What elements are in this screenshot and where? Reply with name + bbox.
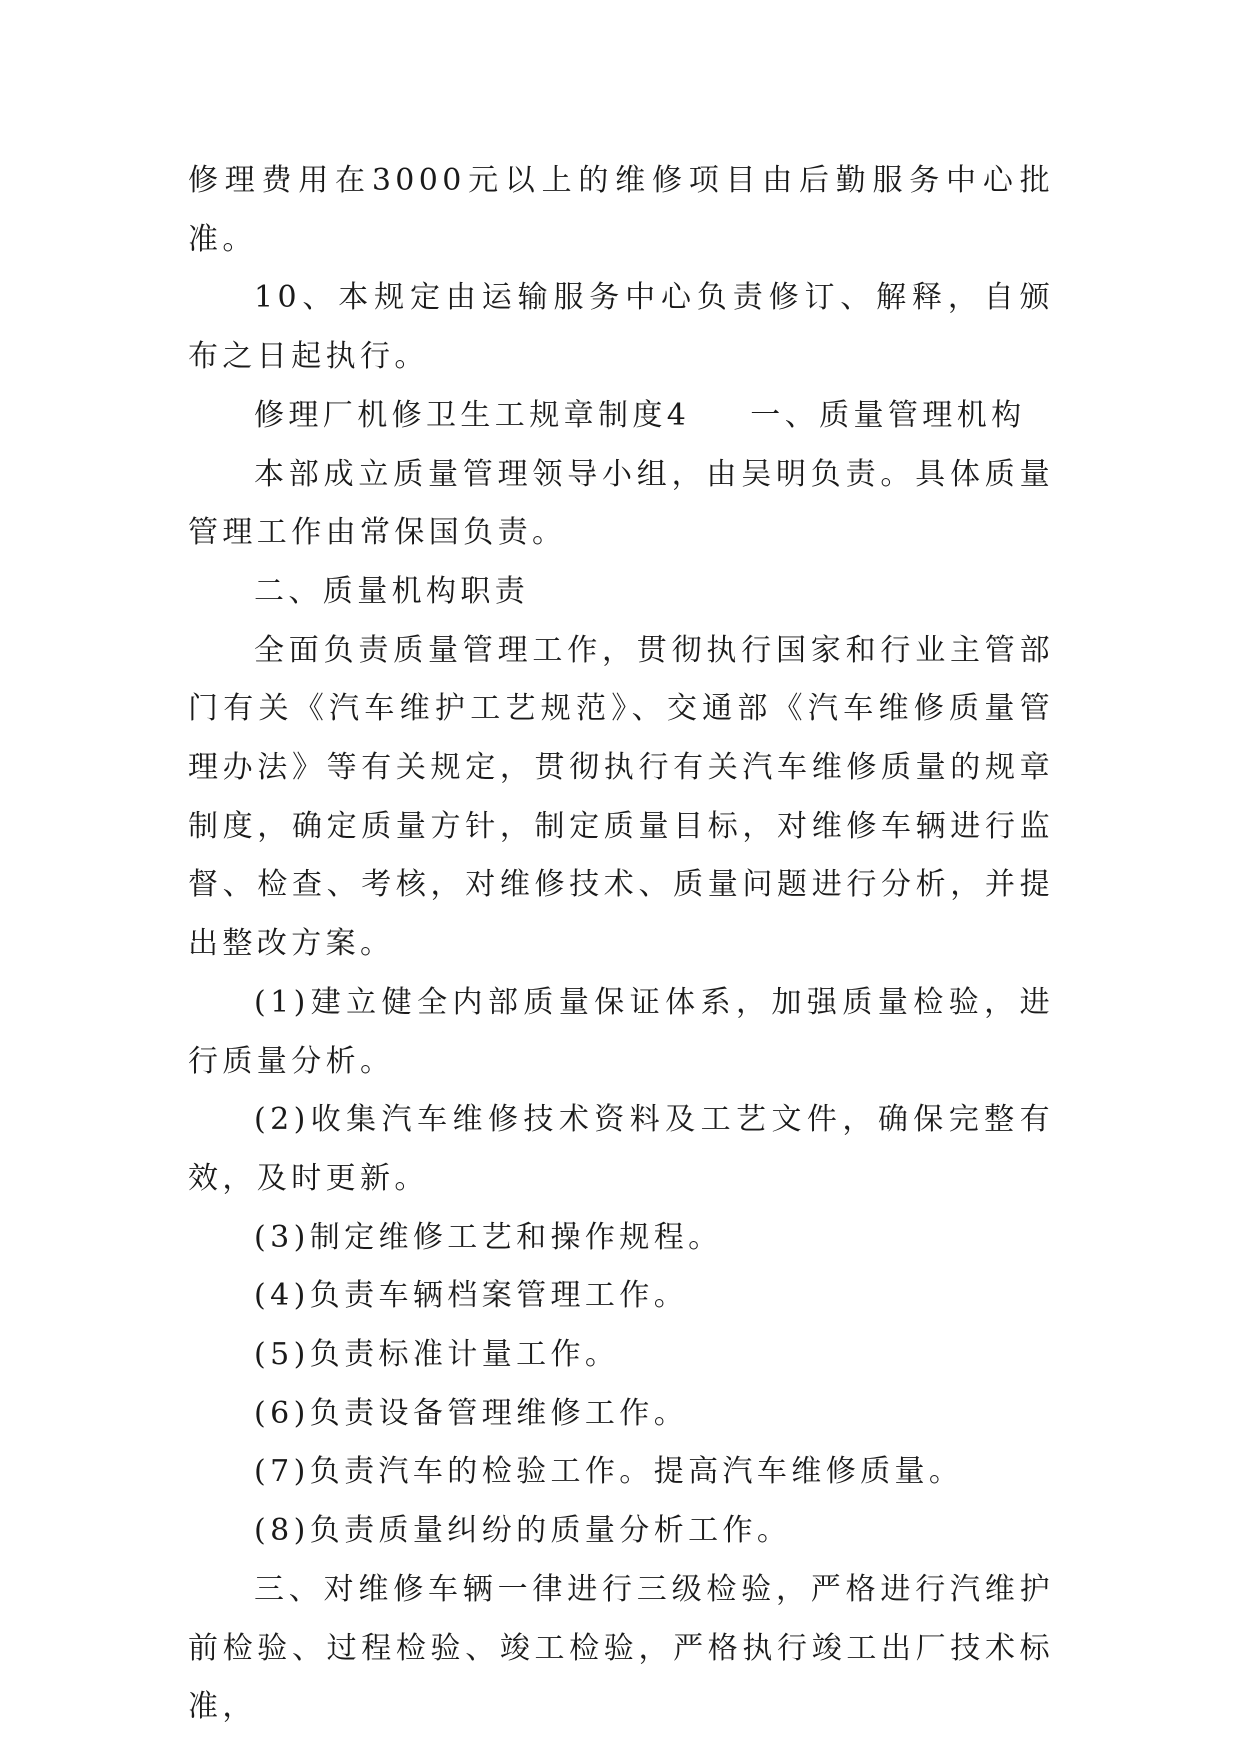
list-item: (6)负责设备管理维修工作。: [254, 1395, 689, 1431]
paragraph-quality-group: 本部成立质量管理领导小组，由吴明负责。具体质量管理工作由常保国负责。: [188, 456, 1054, 551]
section-heading-quality-org: 一、质量管理机构: [750, 397, 1026, 433]
document-body: [188, 152, 1054, 1737]
list-item: (3)制定维修工艺和操作规程。: [254, 1219, 723, 1255]
paragraph-three-level-inspection: 三、对维修车辆一律进行三级检验，严格进行汽维护前检验、过程检验、竣工检验，严格执行竣工出厂技术标准，: [188, 1571, 1054, 1725]
list-item: (4)负责车辆档案管理工作。: [254, 1278, 689, 1314]
paragraph-duties-overview: 全面负责质量管理工作，贯彻执行国家和行业主管部门有关《汽车维护工艺规范》、交通部《汽车维修质量管理办法》等有关规定，贯彻执行有关汽车维修质量的规章制度，确定质量方针，制定质量目标，对维修车辆进行监督、检查、考核，对维修技术、质量问题进行分析，并提出整改方案。: [188, 632, 1054, 962]
list-item: (2)收集汽车维修技术资料及工艺文件，确保完整有效，及时更新。: [188, 1102, 1054, 1196]
list-item: (1)建立健全内部质量保证体系，加强质量检验，进行质量分析。: [188, 984, 1054, 1079]
section-heading-duties: 二、质量机构职责: [254, 573, 530, 609]
document-title: 修理厂机修卫生工规章制度4: [254, 397, 691, 433]
list-item: (5)负责标准计量工作。: [254, 1337, 620, 1373]
list-item: (7)负责汽车的检验工作。提高汽车维修质量。: [254, 1454, 964, 1490]
document-title-line: [188, 387, 1054, 446]
paragraph-repair-cost: 修理费用在3000元以上的维修项目由后勤服务中心批准。: [188, 163, 1054, 257]
list-item: (8)负责质量纠纷的质量分析工作。: [254, 1513, 792, 1549]
paragraph-regulation-10: 10、本规定由运输服务中心负责修订、解释，自颁布之日起执行。: [188, 280, 1054, 375]
